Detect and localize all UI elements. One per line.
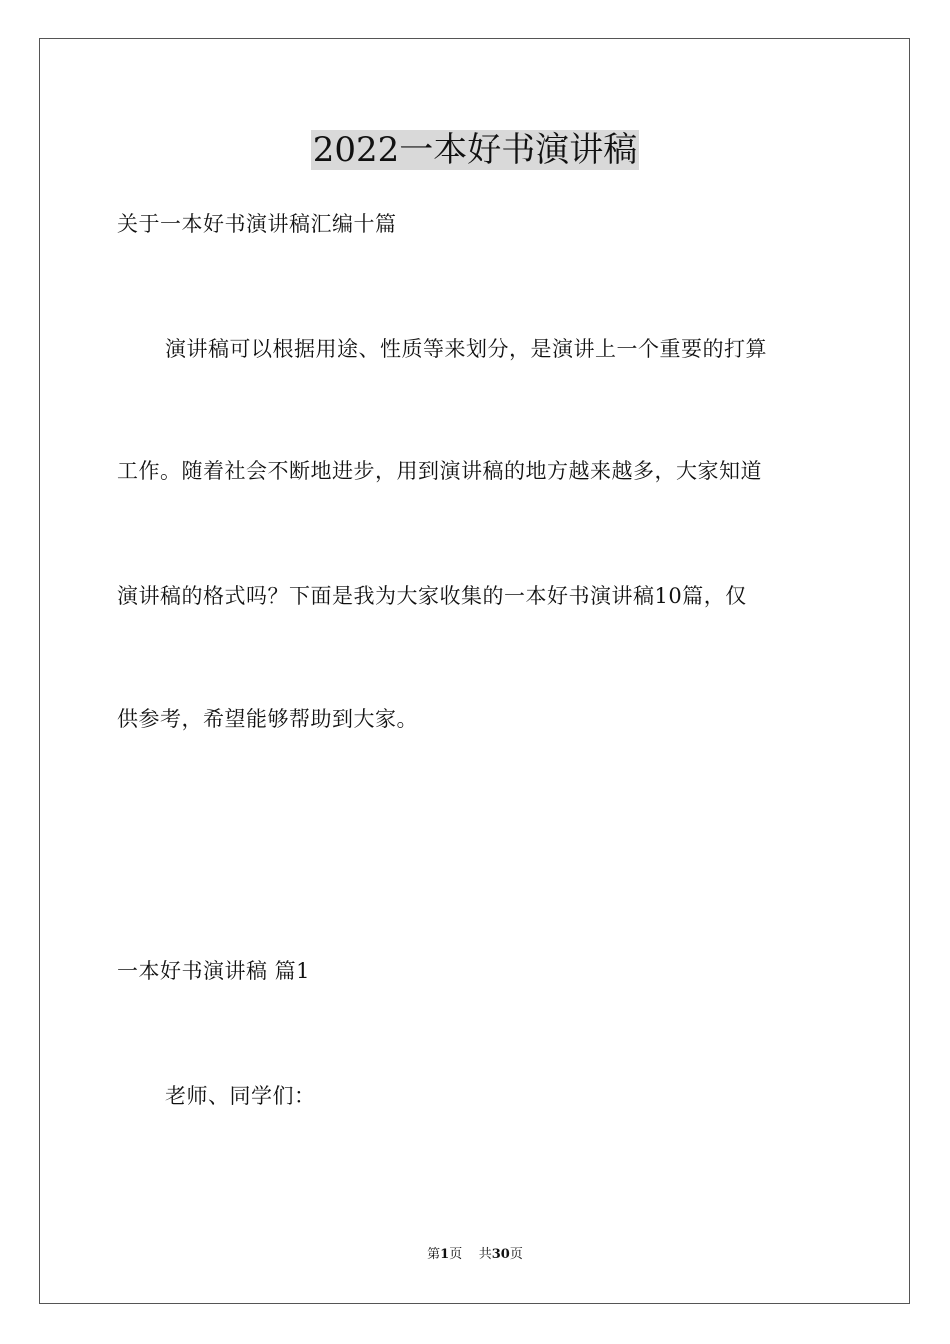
section-heading: 一本好书演讲稿 篇1 — [117, 959, 311, 983]
footer-prefix: 第 — [427, 1247, 441, 1262]
footer-total-prefix: 共 — [478, 1247, 492, 1262]
intro-line-2: 工作。随着社会不断地进步，用到演讲稿的地方越来越多，大家知道 — [117, 459, 762, 483]
footer-page-unit: 页 — [449, 1247, 463, 1262]
document-title — [0, 128, 950, 172]
intro-line-1: 演讲稿可以根据用途、性质等来划分，是演讲上一个重要的打算 — [165, 337, 767, 361]
intro-line-4: 供参考，希望能够帮助到大家。 — [117, 707, 418, 731]
document-title-text: 2022一本好书演讲稿 — [312, 130, 638, 170]
page-footer — [0, 1246, 950, 1264]
document-subtitle: 关于一本好书演讲稿汇编十篇 — [117, 212, 397, 236]
footer-current-page: 1 — [440, 1247, 450, 1262]
footer-total-pages: 30 — [491, 1247, 510, 1262]
intro-line-3: 演讲稿的格式吗？下面是我为大家收集的一本好书演讲稿10篇，仅 — [117, 584, 747, 608]
footer-total-unit: 页 — [509, 1247, 523, 1262]
greeting: 老师、同学们： — [165, 1084, 316, 1108]
